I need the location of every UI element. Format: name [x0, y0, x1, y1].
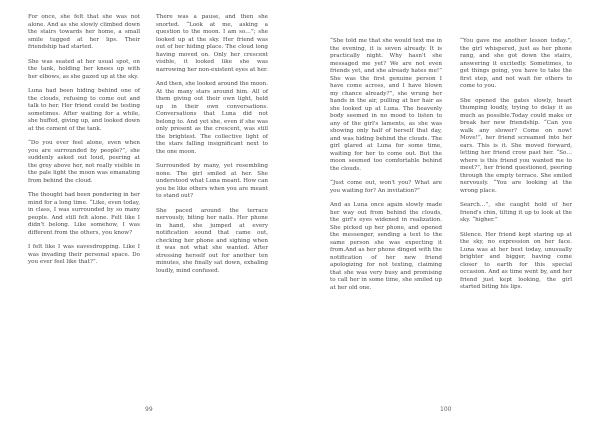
paragraph: And then, she looked around the moon. At the many stars around him. All of them giving out their own light, held up in their own conversations. Conversations that Luna did not belong to. And yet she, even if she was only present as the crescent, was still the brightest. The collective light of the stars falling insignificant next to the one moon. — [156, 81, 268, 155]
paragraph: And as Luna once again slowly made her way out from behind the clouds, the girl's eyes widened in realization. She picked up her phone, and opened the messenger, sending a text to the same person she was expecting it from.And as her phone dinged with the notification of her new friend apologizing for not texting, claiming that she was very busy and promising to call her in some time, she smiled up at her old one. — [330, 202, 442, 291]
paragraph: “Do you ever feel alone, even when you are surrounded by people?”, she suddenly asked out loud, peering at the grey above her, not really visible in the pale light the moon was emanating from behind the cloud. — [28, 140, 140, 184]
paragraph: For once, she felt that she was not alone. And as she slowly climbed down the stairs towards her home, a small smile tugged at her lips. Their friendship had started. — [28, 14, 140, 50]
page-number: 99 — [145, 406, 153, 413]
column-right-1 — [330, 14, 442, 299]
page-100 — [300, 0, 600, 424]
paragraph: She was seated at her usual spot, on the tank, holding her knees up with her elbows, as she gazed up at the sky. — [28, 58, 140, 80]
paragraph: “Just come out, won't you? What are you waiting for? An invitation?” — [330, 180, 442, 194]
paragraph: Surrounded by many, yet resembling none. The girl smiled at her. She understood what Luna meant. How can you be like others when you are meant to stand out? — [156, 163, 269, 199]
column-left-1 — [28, 14, 140, 274]
paragraph: The thought had been pondering in her mind for a long time. “Like, even today, in class, I was surrounded by so many people. And still felt alone. Felt like I didn't belong. Like somehow, I was different from the others, you know? — [28, 192, 140, 236]
paragraph: She opened the gates slowly, heart thumping loudly, trying to delay it as much as possible.Today could make or break her new friendship. “Can you walk any slower? Come on now! Move!”, her friend screamed into her ears. This is it. She moved forward, letting her friend crow past her. “So… where is this friend you wanted me to meet?”, her friend questioned, peering through the empty terrace. She smiled nervously. “You are looking at the wrong place. — [460, 97, 572, 194]
paragraph: Luna had been hiding behind one of the clouds, refusing to come out and talk to her. Her friend could be testing sometimes. After waiting for a while, she huffed, giving up, and looked down at the cement of the tank. — [28, 88, 140, 132]
paragraph: I felt like I was eavesdropping. Like I was invading their personal space. Do you ever feel like that?”. — [28, 244, 140, 265]
page-number: 100 — [440, 406, 452, 413]
paragraph: Silence. Her friend kept staring up at the sky, no expression on her face. Luna was at her best today, unusually brighter and bigger, having come closer to earth for this special occasion. And as time went by, and her friend just kept looking, the girl started biting his lips. — [460, 231, 572, 290]
column-right-2 — [460, 14, 572, 299]
paragraph: Search…”, she caught hold of her friend's chin, tilting it up to look at the sky. “higher.” — [460, 202, 572, 223]
paragraph: There was a pause, and then she snorted. “Look at me, asking a question to the moon. I am so…”; she looked up at the sky. Her friend was out of her hiding place. The cloud long having moved on. Only her crescent visible, it looked like she was narrowing her non-existent eyes at her. — [156, 14, 268, 73]
paragraph: “She told me that she would text me in the evening, it is seven already. It is practically night. Why hasn't she messaged me yet? We are not even friends yet, and she already hates me!” She was the first genuine person I have come across, and I have blown my chance already?”, she wrung her hands in the air, pulling at her hair as she looked up at Luna. The heavenly body seemed in no mood to listen to any of the girl's laments, as she was showing only half of herself that day, and was hiding behind the clouds. The girl glared at Luna for some time, waiting for her to come out. But the moon seemed too comfortable behind the clouds. — [330, 38, 442, 172]
paragraph: She paced around the terrace nervously, biting her nails. Her phone in hand, she jumped at every notification sound that came out, checking her phone and sighing when it was not what she wanted. After stressing herself out for another ten minutes, she finally sat down, exhaling loudly, mind confused. — [156, 207, 268, 274]
paragraph: “You gave me another lesson today.”, the girl whispered, just as her phone rang, and she got down the stairs, answering it excitedly. Sometimes, to get things going, you have to take the first step, and not wait for others to come to you. — [460, 38, 572, 89]
column-left-2 — [156, 14, 268, 282]
